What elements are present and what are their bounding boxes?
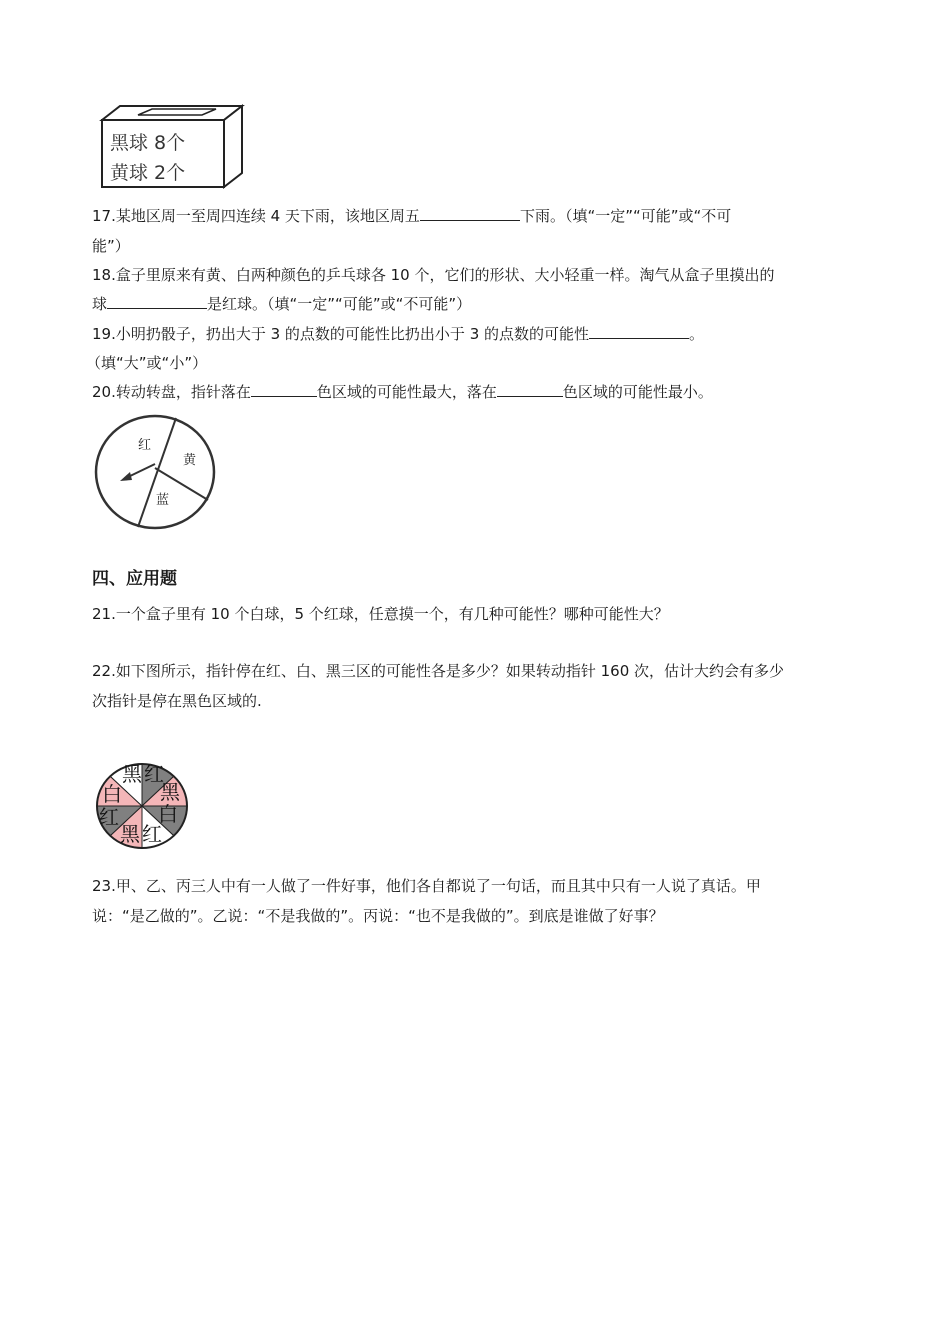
spinner-sector-label: 白 — [158, 802, 178, 826]
question-17: 17.某地区周一至周四连续 4 天下雨，该地区周五 下雨。（填“一定”“可能”或“不可 — [92, 207, 732, 225]
q20-answer-blank-2[interactable] — [497, 382, 563, 397]
question-20: 20.转动转盘，指针落在 色区域的可能性最大，落在 色区域的可能性最小。 — [92, 383, 713, 401]
ball-box-figure — [98, 103, 248, 191]
question-19: 19.小明扔骰子，扔出大于 3 的点数的可能性比扔出小于 3 的点数的可能性 。 — [92, 325, 705, 343]
question-18-cont: 球 是红球。（填“一定”“可能”或“不可能”） — [92, 295, 472, 313]
spinner-sector-label: 黑 — [122, 762, 142, 786]
spinner-sector-label: 红 — [142, 822, 162, 846]
q20-answer-blank-1[interactable] — [251, 382, 317, 397]
question-19-cont: （填“大”或“小”） — [86, 354, 208, 372]
q18-answer-blank[interactable] — [107, 294, 207, 309]
spinner-sector-label: 黑 — [120, 822, 140, 846]
question-22-cont: 次指针是停在黑色区域的. — [92, 692, 262, 710]
section-title-applications: 四、应用题 — [92, 569, 177, 589]
spinner-label-blue: 蓝 — [156, 493, 170, 508]
q17-answer-blank[interactable] — [420, 206, 520, 221]
question-22: 22.如下图所示，指针停在红、白、黑三区的可能性各是多少？如果转动指针 160 次，估计大约会有多少 — [92, 662, 785, 680]
box-label-black-balls: 黑球 8个 — [110, 132, 186, 154]
box-label-yellow-balls: 黄球 2个 — [110, 162, 186, 184]
question-18: 18.盒子里原来有黄、白两种颜色的乒乓球各 10 个，它们的形状、大小轻重一样。淘气从盒子里摸出的 — [92, 266, 775, 284]
q19-answer-blank[interactable] — [589, 324, 689, 339]
spinner-red-yellow-blue — [92, 412, 220, 532]
spinner-sector-label: 黑 — [160, 780, 180, 804]
question-17-cont: 能”） — [92, 237, 130, 255]
spinner-label-yellow: 黄 — [183, 453, 197, 468]
question-21: 21.一个盒子里有 10 个白球，5 个红球，任意摸一个，有几种可能性？哪种可能性大？ — [92, 605, 669, 623]
spinner-eight-sectors — [94, 761, 190, 851]
spinner-sector-label: 红 — [99, 805, 119, 829]
spinner-label-red: 红 — [138, 438, 152, 453]
question-23-cont: 说：“是乙做的”。乙说：“不是我做的”。丙说：“也不是我做的”。到底是谁做了好事？ — [92, 907, 664, 925]
spinner-sector-label: 红 — [144, 762, 164, 786]
spinner-sector-label: 白 — [102, 782, 122, 806]
question-23: 23.甲、乙、丙三人中有一人做了一件好事，他们各自都说了一句话，而且其中只有一人说了真话。甲 — [92, 877, 761, 895]
